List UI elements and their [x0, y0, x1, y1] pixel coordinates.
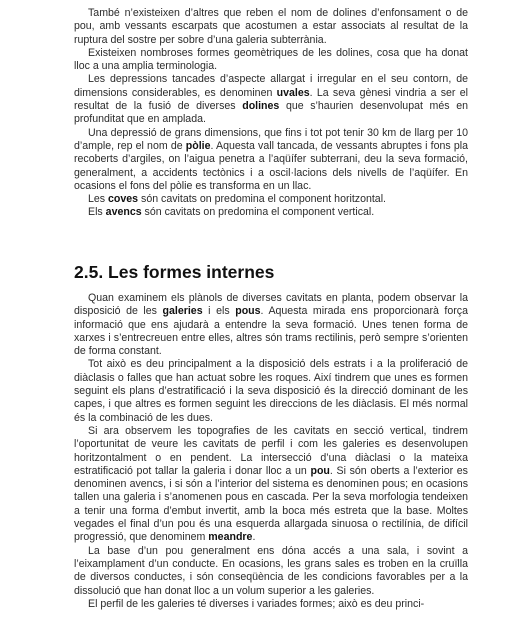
bold-term: pòlie [185, 139, 211, 152]
paragraph [74, 358, 468, 424]
bold-term: coves [108, 193, 139, 206]
text-run: Les depressions tancades d’aspecte allargat i irregular en el seu contorn, de dimensions considerables, es denominen [74, 73, 468, 99]
paragraph [74, 598, 468, 611]
paragraph [74, 127, 468, 193]
text-run: Tot això es deu principalment a la disposició dels estrats i a la proliferació de diàclasis o falles que han actuat sobre les roques. Així tindrem que unes es formen seguint els plans d’estratificació i la seva disposició és la direcció dominant de les capes, i que altres es formen seguint les direccions de les diàclasis. El més normal és la combinació de les dues. [74, 358, 468, 424]
text-run: . Aquesta mirada ens proporcionarà força informació que ens ajudarà a entendre la seva formació. Unes tenen forma de xarxes i s’entrecreuen entre elles, altres són trams rectilinis, però sempre s’orienten de forma constant. [74, 305, 468, 358]
paragraph [74, 206, 468, 219]
bold-term: meandre [208, 531, 253, 544]
text-run: . Aquesta vall tancada, de vessants abruptes i fons pla recoberts d’argiles, on l’aigua penetra a l’aqüífer subterrani, deu la seva formació, generalment, a accidents tectònics i a oscil·lacions dels nivells de l’aqüífer. En ocasions el fons del pòlie es transforma en un llac. [74, 139, 468, 192]
paragraph [74, 47, 468, 74]
bold-term: uvales [276, 86, 310, 99]
paragraph [74, 73, 468, 126]
bold-term: pous [235, 305, 261, 318]
text-run: El perfil de les galeries té diverses i variades formes; això es deu princi- [88, 597, 425, 610]
text-run: Quan examinem els plànols de diverses cavitats en planta, podem observar la disposició de les [74, 292, 468, 318]
text-run: . Si són oberts a l’exterior es denominen avencs, i si són a l’interior del sistema es denominen pous; en ocasions tallen una galeria i s’anomenen pous en cascada. Per la seva morfologia tendeixen a tenir una forma d’embut invertit, amb la boca més estreta que la base. Moltes vegades el final d’un pou és una esquerda allargada sinuosa o rectilínia, de difícil progressió, que denominem [74, 464, 468, 544]
paragraph [74, 292, 468, 358]
bold-term: dolines [242, 100, 280, 113]
text-run: . [252, 531, 256, 544]
text-run: Les [88, 193, 109, 206]
paragraph [74, 7, 468, 47]
text-run: que s’haurien desenvolupat més en profunditat que en amplada. [74, 100, 468, 126]
text-run: Existeixen nombroses formes geomètriques de les dolines, cosa que ha donat lloc a una amplia terminologia. [74, 46, 468, 73]
bold-term: pou [310, 464, 330, 477]
section-heading: 2.5. Les formes internes [74, 262, 275, 282]
paragraph [74, 425, 468, 545]
top-text-block [74, 7, 468, 220]
text-run: També n’existeixen d’altres que reben el nom de dolines d’enfonsament o de pou, amb vessants escarpats que acostumen a estar associats al resultat de la ruptura del sostre per sobre d’una galeria subterrània. [74, 7, 468, 46]
bottom-text-block [74, 292, 468, 611]
text-run: Una depressió de grans dimensions, que fins i tot pot tenir 30 km de llarg per 10 d’ample, rep el nom de [74, 126, 468, 152]
text-run: i els [202, 305, 236, 318]
text-run: són cavitats on predomina el component vertical. [141, 206, 375, 219]
text-run: La base d’un pou generalment ens dóna accés a una sala, i sovint a l’eixamplament d’un conducte. En ocasions, les grans sales es troben en la cruïlla de diversos conductes, i són conseqüència de les condicions favorables per a la dissolució que han donat lloc a un volum superior a les galeries. [74, 544, 468, 597]
text-run: són cavitats on predomina el component horitzontal. [138, 193, 386, 206]
bold-term: galeries [162, 305, 203, 318]
bold-term: avencs [105, 206, 142, 219]
text-run: Els [88, 206, 106, 219]
paragraph [74, 545, 468, 598]
text-run: Si ara observem les topografies de les cavitats en secció vertical, tindrem l’oportunitat de veure les cavitats de perfil i com les galeries es desenvolupen horitzontalment o en pendent. La intersecció d’una diàclasi o la mateixa estratificació pot tallar la galeria i donar lloc a un [74, 424, 468, 477]
paragraph [74, 193, 468, 206]
text-run: . La seva gènesi vindria a ser el resultat de la fusió de diverses [74, 86, 468, 113]
